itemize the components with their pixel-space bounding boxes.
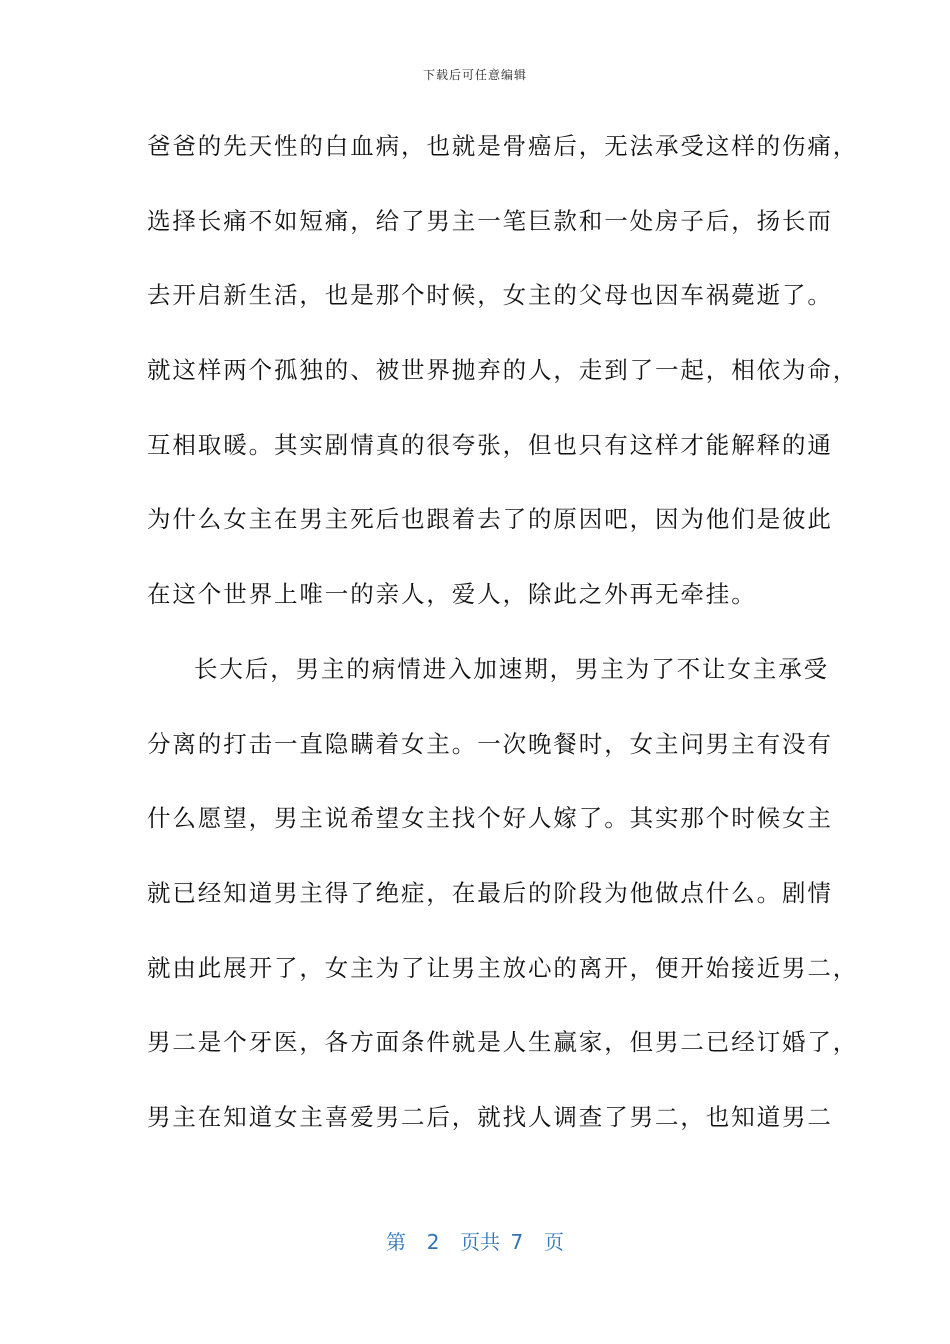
text-line: 为什么女主在男主死后也跟着去了的原因吧，因为他们是彼此 bbox=[147, 505, 833, 534]
document-body bbox=[147, 126, 859, 1172]
text-line: 选择长痛不如短痛，给了男主一笔巨款和一处房子后，扬长而 bbox=[147, 206, 833, 235]
text-line: 就这样两个孤独的、被世界抛弃的人，走到了一起，相依为命， bbox=[147, 356, 859, 385]
page-header-note: 下载后可任意编辑 bbox=[422, 68, 527, 82]
paragraph-start-line: 长大后，男主的病情进入加速期，男主为了不让女主承受 bbox=[194, 654, 829, 683]
text-line: 什么愿望，男主说希望女主找个好人嫁了。其实那个时候女主 bbox=[147, 804, 833, 833]
text-line: 分离的打击一直隐瞒着女主。一次晚餐时，女主问男主有没有 bbox=[147, 729, 833, 758]
text-line: 爸爸的先天性的白血病，也就是骨癌后，无法承受这样的伤痛， bbox=[147, 132, 859, 160]
text-line: 就由此展开了，女主为了让男主放心的离开，便开始接近男二， bbox=[147, 953, 859, 982]
text-line: 男主在知道女主喜爱男二后，就找人调查了男二，也知道男二 bbox=[147, 1102, 833, 1131]
page-number-footer bbox=[0, 1226, 950, 1255]
text-line: 互相取暖。其实剧情真的很夸张，但也只有这样才能解释的通 bbox=[147, 430, 833, 459]
text-line: 男二是个牙医，各方面条件就是人生赢家，但男二已经订婚了， bbox=[147, 1028, 859, 1057]
page-number-text: 第 2 页共 7 页 bbox=[386, 1230, 564, 1254]
text-line: 在这个世界上唯一的亲人，爱人，除此之外再无牵挂。 bbox=[147, 580, 757, 609]
text-line: 去开启新生活，也是那个时候，女主的父母也因车祸薨逝了。 bbox=[147, 281, 833, 310]
text-line: 就已经知道男主得了绝症，在最后的阶段为他做点什么。剧情 bbox=[147, 878, 833, 907]
